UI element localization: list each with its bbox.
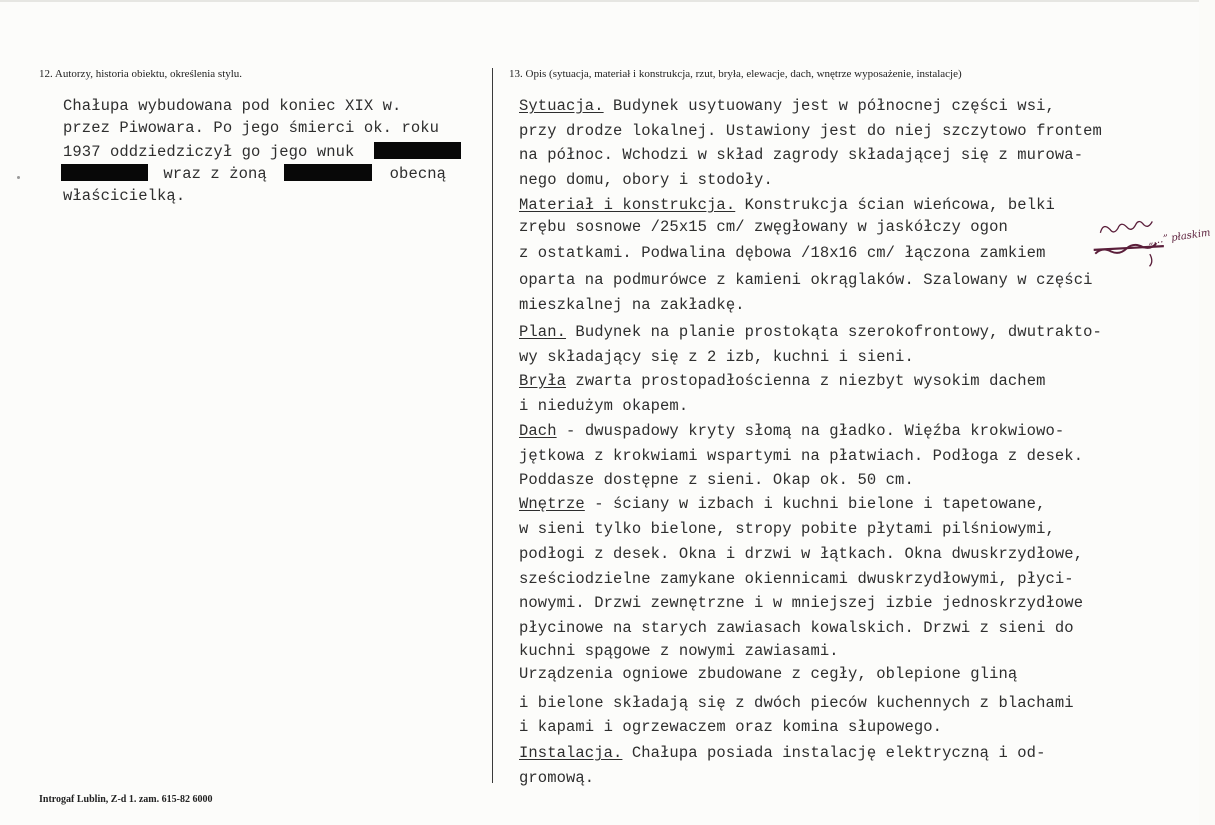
redaction-block-2 <box>61 164 148 181</box>
redaction-block-3 <box>284 164 372 181</box>
plan-label: Plan. <box>519 323 567 341</box>
desc-line-8: oparta na podmurówce z kamieni okrąglaków. Szalowany w części <box>519 271 1093 289</box>
column-divider <box>492 68 493 783</box>
sytuacja-text: Budynek usytuowany jest w północnej części wsi, <box>603 97 1055 115</box>
desc-line-2: przy drodze lokalnej. Ustawiony jest do niej szczytowo frontem <box>519 122 1102 140</box>
plan-text: Budynek na planie prostokąta szerokofrontowy, dwutrakto- <box>566 323 1102 341</box>
instalacja-text: Chałupa posiada instalację elektryczną i od- <box>622 744 1046 762</box>
paper-mark <box>17 176 20 179</box>
desc-line-23: kuchni spągowe z nowymi zawiasami. <box>519 642 839 660</box>
desc-line-9: mieszkalnej na zakładkę. <box>519 296 745 314</box>
bryla-text: zwarta prostopadłościenna z niezbyt wysokim dachem <box>566 372 1046 390</box>
instalacja-label: Instalacja. <box>519 744 623 762</box>
desc-line-17 <box>519 495 1046 513</box>
desc-line-14 <box>519 422 1064 440</box>
dach-text: - dwuspadowy kryty słomą na gładko. Więźba krokwiowo- <box>556 422 1065 440</box>
history-line-1: Chałupa wybudowana pod koniec XIX w. <box>63 97 402 115</box>
history-line-4a-text: wraz z żoną <box>163 165 267 183</box>
wnetrze-label: Wnętrze <box>519 495 585 513</box>
desc-line-19: podłogi z desek. Okna i drzwi w łątkach. Okna dwuskrzydłowe, <box>519 545 1084 563</box>
history-line-4b-text: obecną <box>389 165 447 183</box>
printer-imprint: Introgaf Lublin, Z-d 1. zam. 615-82 6000 <box>39 794 213 805</box>
bryla-label: Bryła <box>519 372 567 390</box>
history-line-3 <box>63 142 461 161</box>
desc-line-16: Poddasze dostępne z sieni. Okap ok. 50 cm. <box>519 471 914 489</box>
handwritten-correction <box>1085 208 1212 277</box>
handwritten-note-text: „…” płaskim <box>1147 227 1212 248</box>
desc-line-26: i kapami i ogrzewaczem oraz komina słupowego. <box>519 718 943 736</box>
section-12-heading: 12. Autorzy, historia obiektu, określenia stylu. <box>39 68 243 80</box>
history-line-5: właścicielką. <box>63 187 186 205</box>
desc-line-10 <box>519 323 1102 341</box>
wnetrze-text: - ściany w izbach i kuchni bielone i tapetowane, <box>584 495 1046 513</box>
desc-line-12 <box>519 372 1046 390</box>
history-line-4 <box>61 164 446 183</box>
desc-line-5 <box>519 196 1055 214</box>
desc-line-7: z ostatkami. Podwalina dębowa /18x16 cm/ łączona zamkiem <box>519 244 1046 262</box>
desc-line-13: i niedużym okapem. <box>519 397 689 415</box>
history-line-3-text: 1937 oddziedziczył go jego wnuk <box>63 143 355 161</box>
sytuacja-label: Sytuacja. <box>519 97 604 115</box>
desc-line-27 <box>519 744 1046 762</box>
desc-line-3: na północ. Wchodzi w skład zagrody składającej się z murowa- <box>519 146 1084 164</box>
dach-label: Dach <box>519 422 557 440</box>
page-edge <box>0 0 1199 2</box>
desc-line-22: płycinowe na starych zawiasach kowalskich. Drzwi z sieni do <box>519 619 1074 637</box>
desc-line-4: nego domu, obory i stodoły. <box>519 171 773 189</box>
section-13-heading: 13. Opis (sytuacja, materiał i konstrukcja, rzut, bryła, elewacje, dach, wnętrze wyposażenie, instalacje) <box>509 68 962 80</box>
redaction-block-1 <box>374 142 461 159</box>
desc-line-28: gromową. <box>519 769 595 787</box>
desc-line-18: w sieni tylko bielone, stropy pobite płytami pilśniowymi, <box>519 520 1055 538</box>
desc-line-21: nowymi. Drzwi zewnętrzne i w mniejszej izbie jednoskrzydłowe <box>519 594 1084 612</box>
desc-line-15: jętkowa z krokwiami wspartymi na płatwiach. Podłoga z desek. <box>519 447 1084 465</box>
desc-line-1 <box>519 97 1055 115</box>
history-line-2: przez Piwowara. Po jego śmierci ok. roku <box>63 119 440 137</box>
desc-line-25: i bielone składają się z dwóch pieców kuchennych z blachami <box>519 694 1074 712</box>
desc-line-24: Urządzenia ogniowe zbudowane z cegły, oblepione gliną <box>519 665 1018 683</box>
material-text: Konstrukcja ścian wieńcowa, belki <box>735 196 1055 214</box>
desc-line-6: zrębu sosnowe /25x15 cm/ zwęgłowany w jaskółczy ogon <box>519 218 1008 236</box>
material-label: Materiał i konstrukcja. <box>519 196 736 214</box>
desc-line-20: sześciodzielne zamykane okiennicami dwuskrzydłowymi, płyci- <box>519 570 1074 588</box>
desc-line-11: wy składający się z 2 izb, kuchni i sieni. <box>519 348 914 366</box>
